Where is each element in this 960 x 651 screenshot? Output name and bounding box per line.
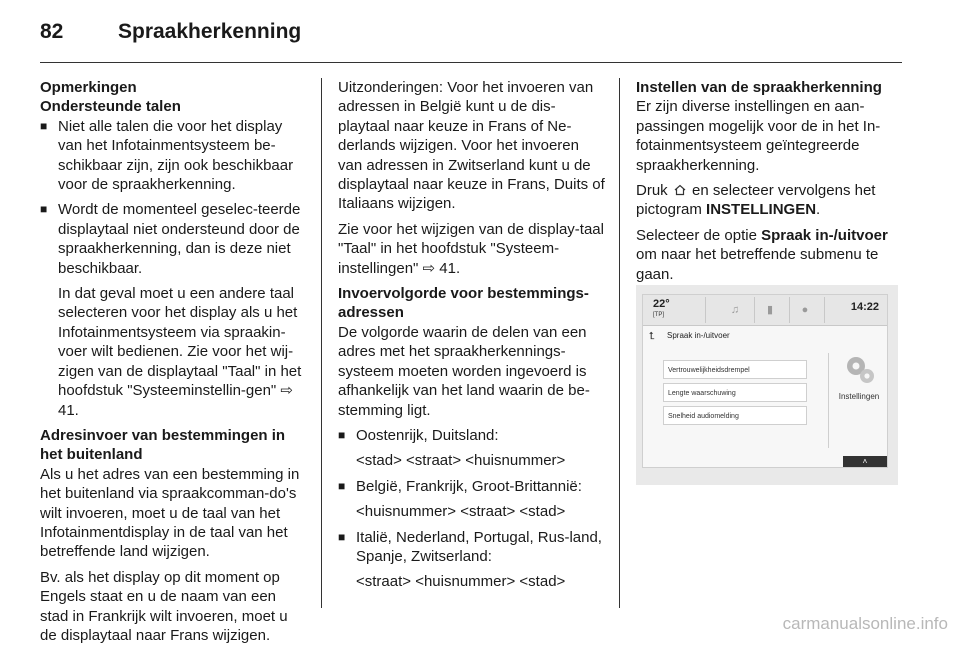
phone-icon[interactable]: ▮ — [766, 304, 774, 316]
paragraph: Er zijn diverse instellingen en aan-passingen mogelijk voor de in het In-fotainmentsysteem geïntegreerde spraakherkenning. — [636, 98, 881, 174]
select-text: om naar het betreffende submenu te gaan. — [636, 246, 879, 283]
select-text: Selecteer de optie — [636, 226, 757, 244]
nav-icon[interactable]: ● — [801, 304, 809, 316]
settings-label[interactable]: Instellingen — [838, 392, 880, 401]
column-1 — [40, 78, 308, 651]
press-text: en selecteer vervolgens het pictogram — [636, 182, 876, 219]
note-heading: Opmerkingen — [40, 79, 137, 96]
column-2 — [338, 78, 606, 598]
bullet-item: ■ België, Frankrijk, Groot-Brittannië: — [338, 477, 606, 496]
menu-item[interactable]: Snelheid audiomelding — [663, 406, 807, 425]
address-order: <huisnummer> <straat> <stad> — [356, 503, 566, 521]
bullet-item: ■ Oostenrijk, Duitsland: — [338, 426, 606, 445]
page-number: 82 — [40, 20, 64, 43]
paragraph: Zie voor het wijzigen van de display-taal "Taal" in het hoofdstuk "Systeem-instellingen" ⇨ 41. — [338, 220, 604, 277]
paragraph: De volgorde waarin de delen van een adres met het spraakherkennings-systeem moeten worden ingevoerd is afhankelijk van het land waarin de be-stemming ligt. — [338, 323, 590, 419]
home-icon — [674, 184, 686, 196]
paragraph: Bv. als het display op dit moment op Engels staat en u de naam van een stad in Frankrijk wilt invoeren, moet u de displaytaal naar Frans wijzigen. — [40, 568, 288, 644]
select-instruction — [636, 226, 902, 284]
watermark: carmanualsonline.info — [782, 614, 948, 633]
paragraph: Uitzonderingen: Voor het invoeren van adressen in België kunt u de dis-playtaal naar keuze in Frans of Ne-derlands wijzigen. Voor het invoeren van adressen in Zwitserland kunt u de displaytaal naar keuze in Frans, Duits of Italiaans wijzigen. — [338, 79, 605, 213]
back-arrow-icon[interactable]: ⮤ — [649, 331, 655, 342]
address-order: <stad> <straat> <huisnummer> — [356, 452, 566, 470]
column-3 — [636, 78, 902, 290]
column-divider — [321, 78, 322, 608]
page-header — [40, 18, 902, 63]
gear-icon[interactable] — [843, 353, 877, 387]
traffic-program-badge: [TP] — [653, 312, 665, 318]
settings-keyword: INSTELLINGEN — [706, 201, 817, 219]
paragraph: Als u het adres van een bestemming in het buitenland via spraakcomman-do's wilt invoeren, moet u de taal van het Infotainmentdisplay in de taal van het betreffende land wijzigen. — [40, 465, 300, 561]
menu-item[interactable]: Vertrouwelijkheidsdrempel — [663, 360, 807, 379]
page-title: Spraakherkenning — [118, 20, 302, 43]
divider — [754, 297, 755, 323]
press-text: Druk — [636, 182, 668, 200]
status-bar — [643, 295, 887, 326]
menu-header — [643, 328, 887, 346]
option-keyword: Spraak in-/uitvoer — [761, 226, 888, 244]
menu-item[interactable]: Lengte waarschuwing — [663, 383, 807, 402]
press-instruction — [636, 181, 902, 220]
divider — [789, 297, 790, 323]
settings-heading: Instellen van de spraakherkenning — [636, 79, 882, 96]
menu-title: Spraak in-/uitvoer — [667, 331, 730, 340]
punctuation: . — [816, 201, 821, 219]
bullet-item: ■ Wordt de momenteel geselec-teerde displaytaal niet ondersteund door de spraakherkenning, dan is deze niet beschikbaar. — [40, 200, 308, 278]
divider — [828, 353, 829, 448]
abroad-heading: Adresinvoer van bestemmingen in het buitenland — [40, 426, 286, 464]
column-divider — [619, 78, 620, 608]
infotainment-screen — [642, 294, 888, 468]
divider — [705, 297, 706, 323]
clock: 14:22 — [850, 301, 879, 313]
music-icon[interactable]: ♫ — [730, 304, 740, 316]
address-order: <straat> <huisnummer> <stad> — [356, 573, 566, 591]
order-heading: Invoervolgorde voor bestemmings-adressen — [338, 285, 589, 322]
bullet-item: ■ Italië, Nederland, Portugal, Rus-land, Spanje, Zwitserland: — [338, 528, 606, 567]
temperature: 22° — [653, 298, 670, 310]
divider — [824, 297, 825, 323]
infotainment-screenshot — [636, 285, 898, 485]
chevron-up-icon[interactable]: ˄ — [843, 456, 887, 467]
bullet-item: ■ Niet alle talen die voor het display van het Infotainmentsysteem be-schikbaar zijn, zijn ook beschikbaar voor de spraakherkenning. — [40, 117, 308, 195]
supported-languages-heading: Ondersteunde talen — [40, 98, 181, 116]
bullet-continuation: In dat geval moet u een andere taal selecteren voor het display als u het Infotainmentsysteem via spraakin-voer wilt bedienen. Zie voor het wij-zigen van de displaytaal "Taal" in het hoofdstuk "Systeeminstellin-gen" ⇨ 41. — [58, 285, 302, 419]
